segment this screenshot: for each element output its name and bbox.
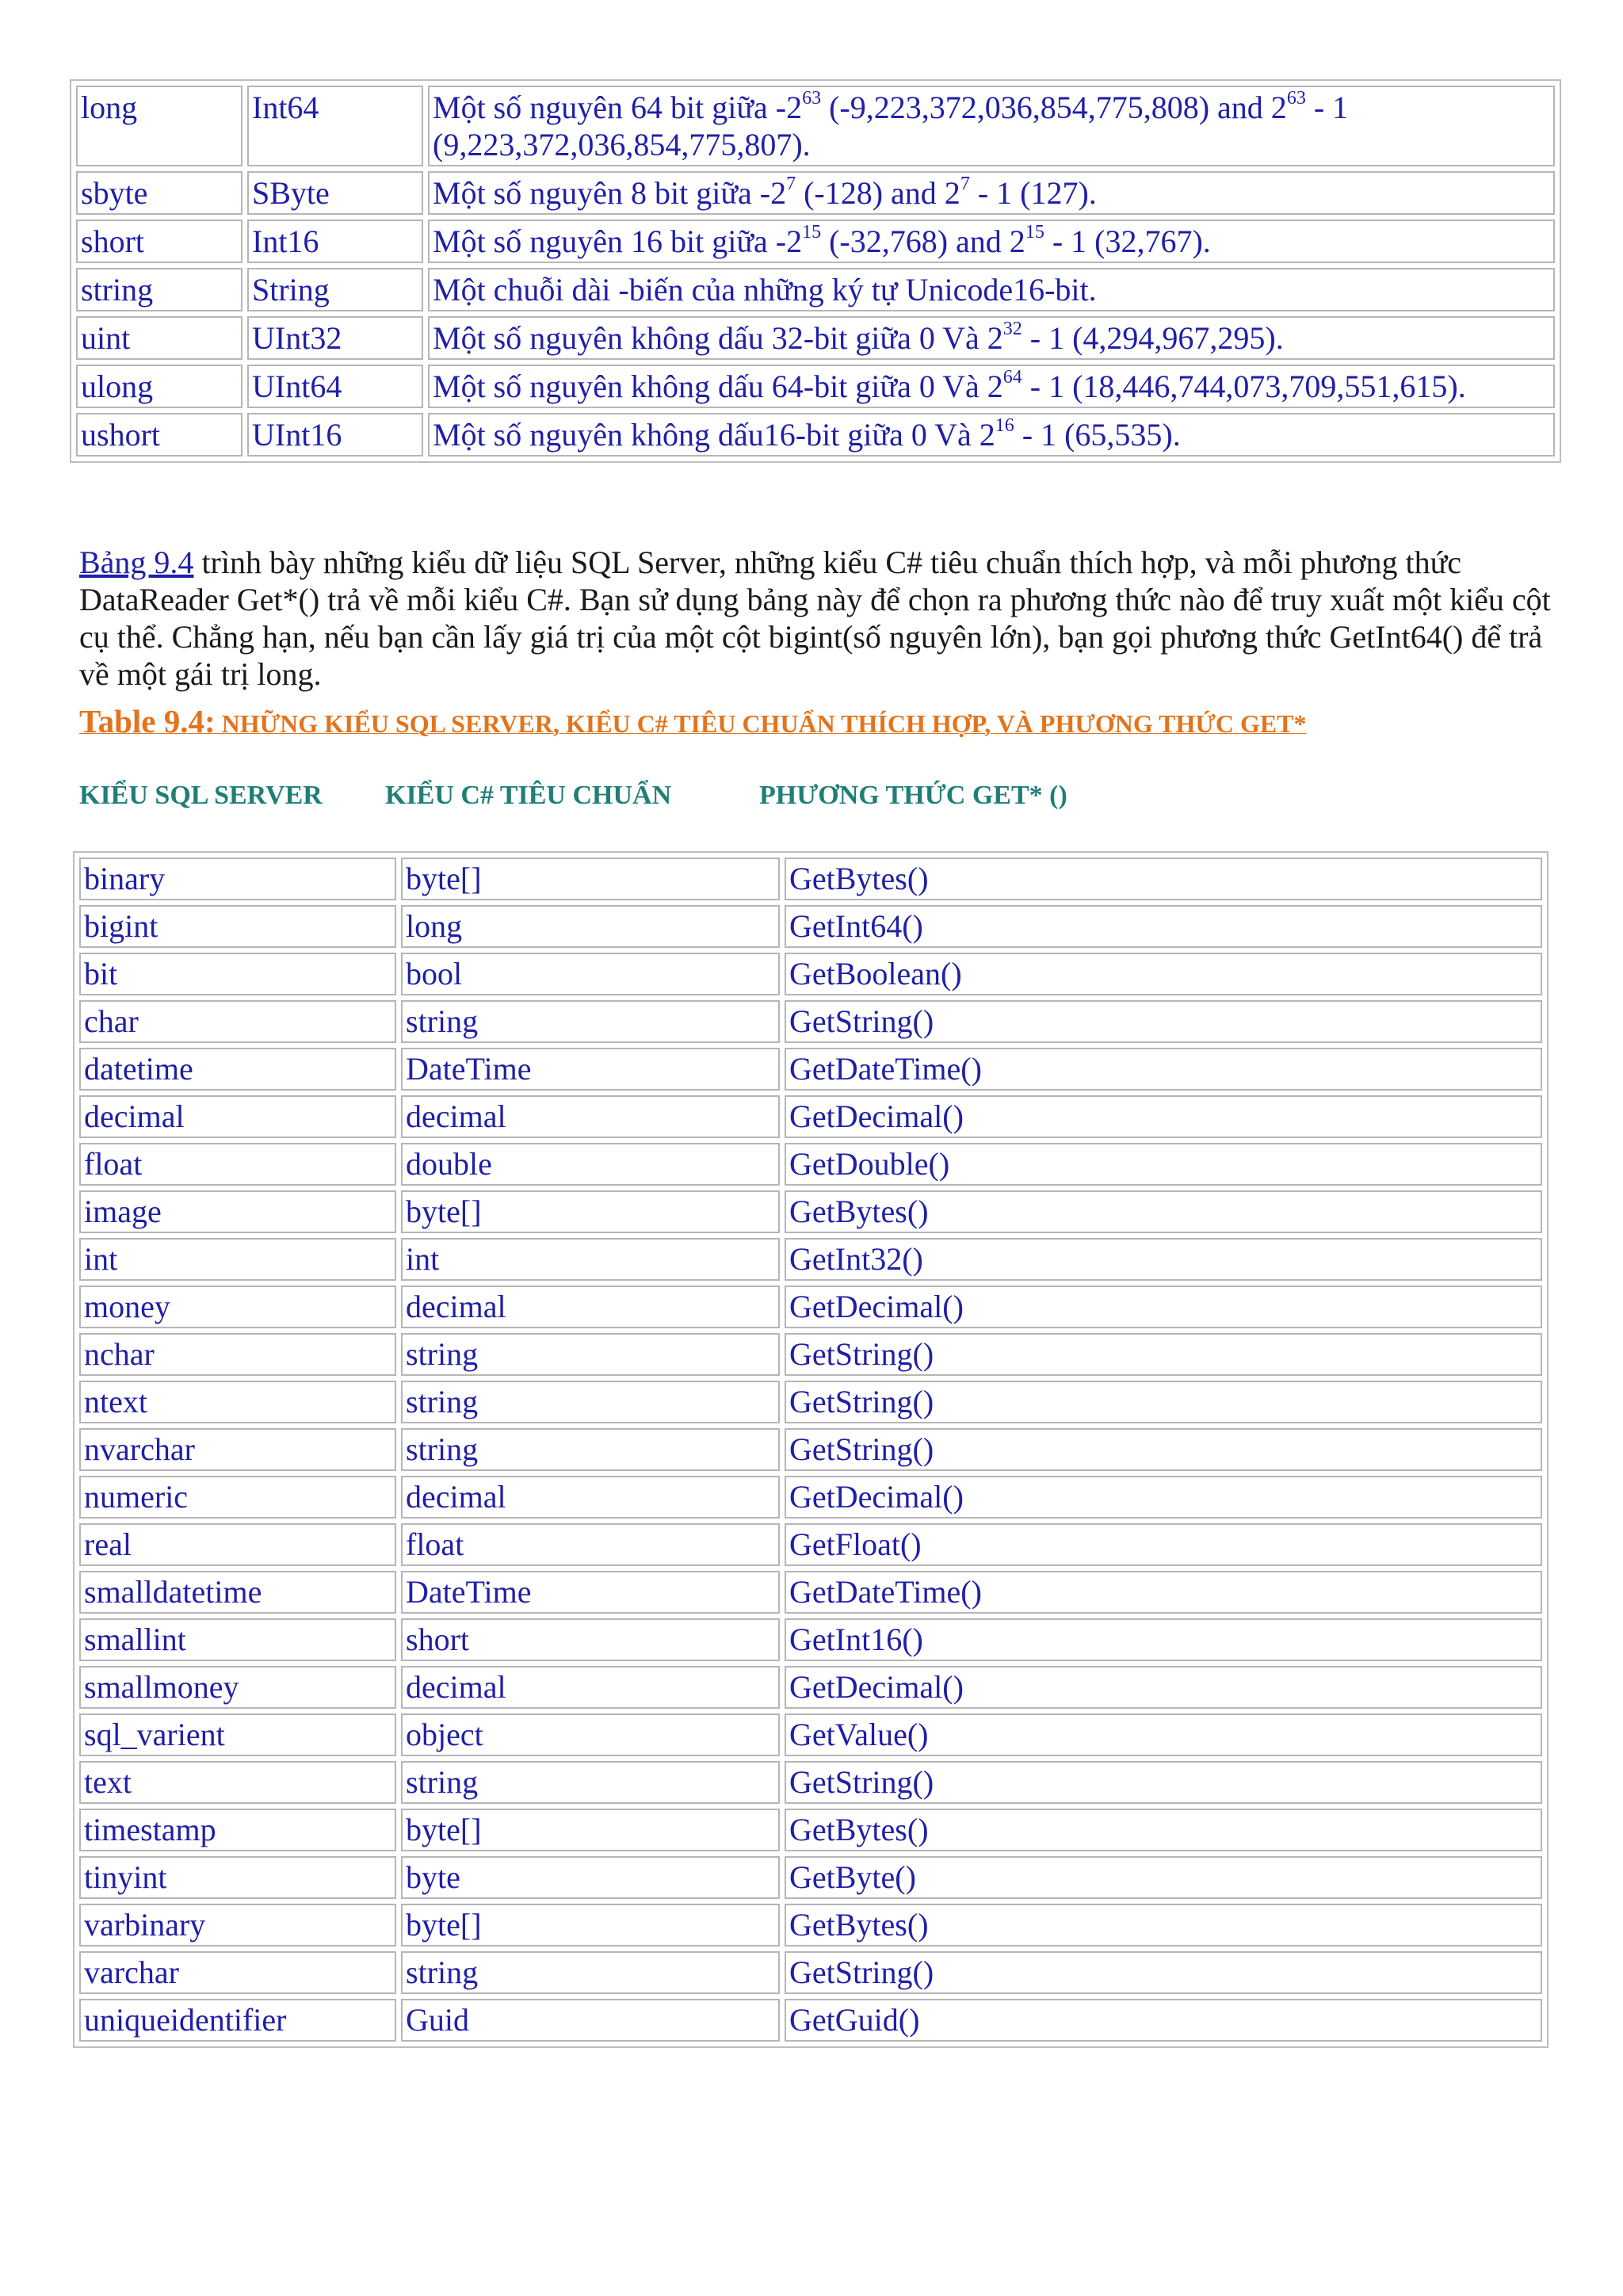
table-row xyxy=(79,1809,1542,1851)
sql-server-type-cell: decimal xyxy=(79,1095,396,1138)
sql-server-type-cell: nvarchar xyxy=(79,1428,396,1471)
get-method-cell: GetByte() xyxy=(785,1856,1542,1899)
type-name-cell: SByte xyxy=(247,171,423,215)
exponent: 63 xyxy=(802,88,822,109)
type-description-cell xyxy=(428,316,1555,360)
table-row xyxy=(79,1333,1542,1376)
table-row xyxy=(79,1428,1542,1471)
description-text: Một số nguyên không dấu16-bit giữa 0 Và 2 xyxy=(433,417,995,453)
sql-server-type-cell: char xyxy=(79,1000,396,1043)
csharp-type-cell: string xyxy=(401,1428,780,1471)
type-row xyxy=(76,268,1555,311)
csharp-type-cell: bool xyxy=(401,953,780,995)
sql-server-type-cell: money xyxy=(79,1286,396,1328)
exponent: 15 xyxy=(1025,222,1044,243)
get-method-cell: GetBytes() xyxy=(785,1809,1542,1851)
table-row xyxy=(79,1856,1542,1899)
csharp-type-cell: string xyxy=(401,1333,780,1376)
get-method-cell: GetDecimal() xyxy=(785,1286,1542,1328)
csharp-type-cell: decimal xyxy=(401,1476,780,1519)
table-reference-link[interactable]: Bảng 9.4 xyxy=(79,544,194,580)
type-alias-cell: ulong xyxy=(76,365,242,408)
csharp-type-cell: decimal xyxy=(401,1095,780,1138)
type-row xyxy=(76,171,1555,215)
get-method-cell: GetDecimal() xyxy=(785,1095,1542,1138)
get-method-cell: GetString() xyxy=(785,1761,1542,1804)
type-description-cell xyxy=(428,413,1555,457)
type-row xyxy=(76,365,1555,408)
type-name-cell: String xyxy=(247,268,423,311)
type-description-cell xyxy=(428,86,1555,166)
get-method-cell: GetDecimal() xyxy=(785,1666,1542,1709)
get-method-cell: GetString() xyxy=(785,1381,1542,1423)
csharp-types-table xyxy=(70,79,1561,463)
get-method-cell: GetGuid() xyxy=(785,1999,1542,2042)
get-method-cell: GetDateTime() xyxy=(785,1048,1542,1091)
csharp-type-cell: decimal xyxy=(401,1666,780,1709)
exponent: 64 xyxy=(1002,367,1022,388)
sql-server-type-cell: smallint xyxy=(79,1618,396,1661)
table-row xyxy=(79,1095,1542,1138)
sql-server-type-cell: int xyxy=(79,1238,396,1281)
sql-server-type-cell: image xyxy=(79,1190,396,1233)
sql-server-type-cell: smallmoney xyxy=(79,1666,396,1709)
sql-server-type-cell: ntext xyxy=(79,1381,396,1423)
column-header-sql-server: KIỂU SQL SERVER xyxy=(79,781,323,810)
csharp-type-cell: byte[] xyxy=(401,858,780,900)
sql-server-type-cell: float xyxy=(79,1143,396,1186)
sql-server-type-cell: text xyxy=(79,1761,396,1804)
csharp-type-cell: byte[] xyxy=(401,1809,780,1851)
type-alias-cell: ushort xyxy=(76,413,242,457)
table-row xyxy=(79,1951,1542,1994)
table-row xyxy=(79,1523,1542,1566)
description-text: Một chuỗi dài -biến của những ký tự Unicode16-bit. xyxy=(433,272,1097,308)
get-method-cell: GetFloat() xyxy=(785,1523,1542,1566)
table-row xyxy=(79,1713,1542,1756)
description-text: - 1 (9,223,372,036,854,775,807). xyxy=(433,90,1349,162)
description-text: Một số nguyên 16 bit giữa -2 xyxy=(433,223,803,259)
table-row xyxy=(79,1761,1542,1804)
csharp-type-cell: string xyxy=(401,1761,780,1804)
type-name-cell: Int16 xyxy=(247,220,423,263)
type-name-cell: Int64 xyxy=(247,86,423,166)
csharp-type-cell: DateTime xyxy=(401,1048,780,1091)
table-row xyxy=(79,1143,1542,1186)
csharp-type-cell: DateTime xyxy=(401,1571,780,1614)
type-alias-cell: uint xyxy=(76,316,242,360)
get-method-cell: GetBoolean() xyxy=(785,953,1542,995)
csharp-type-cell: decimal xyxy=(401,1286,780,1328)
exponent: 63 xyxy=(1286,88,1306,109)
exponent: 32 xyxy=(1002,319,1022,339)
exponent: 7 xyxy=(786,174,796,194)
table-row xyxy=(79,1000,1542,1043)
table-row xyxy=(79,1286,1542,1328)
sql-type-mapping-table-body xyxy=(79,858,1542,2042)
csharp-type-cell: byte[] xyxy=(401,1190,780,1233)
csharp-type-cell: int xyxy=(401,1238,780,1281)
sql-server-type-cell: uniqueidentifier xyxy=(79,1999,396,2042)
csharp-type-cell: Guid xyxy=(401,1999,780,2042)
csharp-type-cell: double xyxy=(401,1143,780,1186)
exponent: 15 xyxy=(802,222,822,243)
sql-server-type-cell: nchar xyxy=(79,1333,396,1376)
get-method-cell: GetInt32() xyxy=(785,1238,1542,1281)
type-name-cell: UInt32 xyxy=(247,316,423,360)
table-row xyxy=(79,1904,1542,1946)
table-caption-label: Table 9.4: xyxy=(79,703,216,739)
intro-paragraph xyxy=(79,544,1553,693)
description-text: - 1 (4,294,967,295). xyxy=(1022,320,1284,356)
get-method-cell: GetValue() xyxy=(785,1713,1542,1756)
csharp-type-cell: string xyxy=(401,1951,780,1994)
table-row xyxy=(79,1666,1542,1709)
description-text: - 1 (65,535). xyxy=(1014,417,1181,453)
table-caption-title: NHỮNG KIỂU SQL SERVER, KIỂU C# TIÊU CHUẨN THÍCH HỢP, VÀ PHƯƠNG THỨC GET* xyxy=(215,709,1307,738)
csharp-type-cell: byte[] xyxy=(401,1904,780,1946)
csharp-type-cell: float xyxy=(401,1523,780,1566)
description-text: (-128) and 2 xyxy=(796,175,960,211)
table-row xyxy=(79,1618,1542,1661)
type-alias-cell: string xyxy=(76,268,242,311)
sql-server-type-cell: varbinary xyxy=(79,1904,396,1946)
type-description-cell xyxy=(428,365,1555,408)
table-row xyxy=(79,1190,1542,1233)
description-text: - 1 (127). xyxy=(969,175,1097,211)
table-caption xyxy=(79,702,1553,740)
csharp-type-cell: long xyxy=(401,905,780,948)
get-method-cell: GetBytes() xyxy=(785,1190,1542,1233)
description-text: - 1 (18,446,744,073,709,551,615). xyxy=(1022,369,1466,404)
type-name-cell: UInt64 xyxy=(247,365,423,408)
sql-server-type-cell: sql_varient xyxy=(79,1713,396,1756)
sql-server-type-cell: numeric xyxy=(79,1476,396,1519)
get-method-cell: GetBytes() xyxy=(785,1904,1542,1946)
column-header-csharp-type: KIỂU C# TIÊU CHUẨN xyxy=(385,781,672,810)
exponent: 7 xyxy=(960,174,970,194)
get-method-cell: GetString() xyxy=(785,1333,1542,1376)
table-row xyxy=(79,1999,1542,2042)
sql-server-type-cell: smalldatetime xyxy=(79,1571,396,1614)
csharp-type-cell: short xyxy=(401,1618,780,1661)
sql-server-type-cell: real xyxy=(79,1523,396,1566)
table-row xyxy=(79,1571,1542,1614)
description-text: - 1 (32,767). xyxy=(1044,223,1211,259)
csharp-types-table-body xyxy=(76,86,1555,457)
sql-server-type-cell: timestamp xyxy=(79,1809,396,1851)
description-text: (-9,223,372,036,854,775,808) and 2 xyxy=(821,90,1287,125)
sql-server-type-cell: varchar xyxy=(79,1951,396,1994)
description-text: Một số nguyên không dấu 64-bit giữa 0 Và 2 xyxy=(433,369,1003,404)
get-method-cell: GetString() xyxy=(785,1951,1542,1994)
type-alias-cell: sbyte xyxy=(76,171,242,215)
get-method-cell: GetDateTime() xyxy=(785,1571,1542,1614)
csharp-type-cell: string xyxy=(401,1000,780,1043)
sql-server-type-cell: datetime xyxy=(79,1048,396,1091)
get-method-cell: GetString() xyxy=(785,1000,1542,1043)
get-method-cell: GetInt64() xyxy=(785,905,1542,948)
table-row xyxy=(79,1048,1542,1091)
sql-server-type-cell: tinyint xyxy=(79,1856,396,1899)
csharp-type-cell: string xyxy=(401,1381,780,1423)
get-method-cell: GetDouble() xyxy=(785,1143,1542,1186)
type-name-cell: UInt16 xyxy=(247,413,423,457)
description-text: Một số nguyên 8 bit giữa -2 xyxy=(433,175,787,211)
type-row xyxy=(76,316,1555,360)
get-method-cell: GetBytes() xyxy=(785,858,1542,900)
table-row xyxy=(79,905,1542,948)
type-row xyxy=(76,413,1555,457)
table-row xyxy=(79,1381,1542,1423)
table-row xyxy=(79,1476,1542,1519)
csharp-type-cell: byte xyxy=(401,1856,780,1899)
get-method-cell: GetInt16() xyxy=(785,1618,1542,1661)
column-header-get-method: PHƯƠNG THỨC GET* () xyxy=(759,781,1067,810)
type-alias-cell: long xyxy=(76,86,242,166)
description-text: Một số nguyên không dấu 32-bit giữa 0 Và 2 xyxy=(433,320,1003,356)
description-text: (-32,768) and 2 xyxy=(821,223,1025,259)
type-row xyxy=(76,220,1555,263)
sql-type-mapping-table xyxy=(73,851,1549,2048)
type-description-cell xyxy=(428,171,1555,215)
table-row xyxy=(79,858,1542,900)
type-description-cell xyxy=(428,268,1555,311)
table-row xyxy=(79,1238,1542,1281)
get-method-cell: GetDecimal() xyxy=(785,1476,1542,1519)
type-description-cell xyxy=(428,220,1555,263)
intro-paragraph-text: trình bày những kiểu dữ liệu SQL Server, những kiểu C# tiêu chuẩn thích hợp, và mỗi phương thức DataReader Get*() trả về mỗi kiểu C#. Bạn sử dụng bảng này để chọn ra phương thức nào để truy xuất một kiểu cột cụ thể. Chẳng hạn, nếu bạn cần lấy giá trị của một cột bigint(số nguyên lớn), bạn gọi phương thức GetInt64() để trả về một gái trị long. xyxy=(79,544,1551,692)
table-row xyxy=(79,953,1542,995)
description-text: Một số nguyên 64 bit giữa -2 xyxy=(433,90,803,125)
sql-server-type-cell: bit xyxy=(79,953,396,995)
sql-server-type-cell: binary xyxy=(79,858,396,900)
type-alias-cell: short xyxy=(76,220,242,263)
type-row xyxy=(76,86,1555,166)
sql-server-type-cell: bigint xyxy=(79,905,396,948)
get-method-cell: GetString() xyxy=(785,1428,1542,1471)
csharp-type-cell: object xyxy=(401,1713,780,1756)
exponent: 16 xyxy=(995,415,1014,436)
